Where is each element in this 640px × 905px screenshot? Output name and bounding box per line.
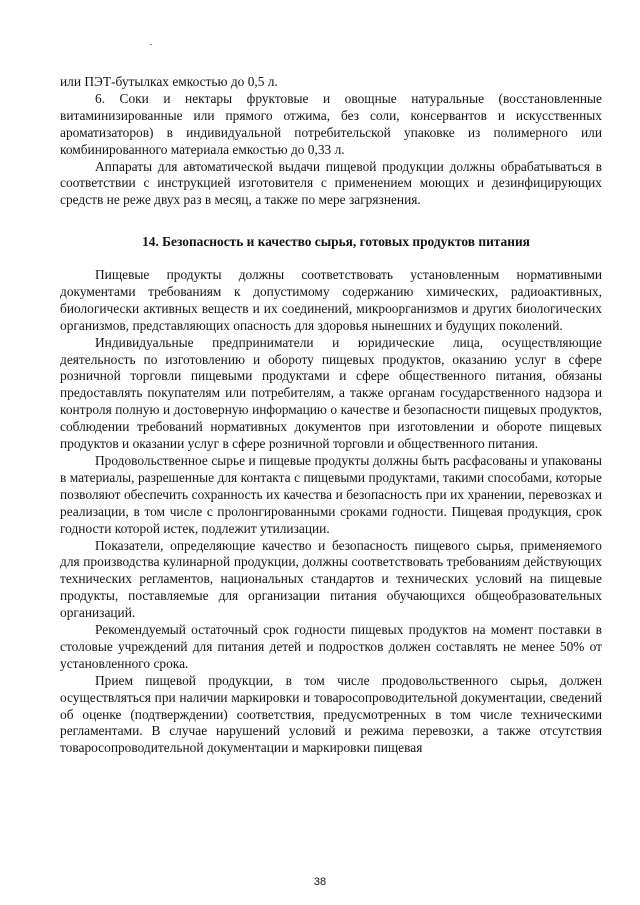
paragraph-quality-indicators: Показатели, определяющие качество и безопасность пищевого сырья, применяемого для производства кулинарной продукции, должны соответствовать требованиям действующих технических регламентов, национальных стандартов и технических условий на пищевые продукты, поставляемые для организации питания обучающихся общеобразовательных организаций. xyxy=(60,537,602,621)
section-text-block xyxy=(60,267,602,757)
paragraph-juices: 6. Соки и нектары фруктовые и овощные натуральные (восстановленные витаминизированные или прямого отжима, без соли, консервантов и искусственных ароматизаторов) в индивидуальной потребительской упаковке из полимерного или комбинированного материала емкостью до 0,33 л. xyxy=(60,90,602,157)
scan-speck xyxy=(150,44,152,45)
paragraph-food-requirements: Пищевые продукты должны соответствовать установленным нормативными документами требованиям к допустимому содержанию химических, радиоактивных, биологически активных веществ и их соединений, микроорганизмов и других биологических организмов, представляющих опасность для здоровья нынешних и будущих поколений. xyxy=(60,267,602,333)
section-heading: 14. Безопасность и качество сырья, готовых продуктов питания xyxy=(142,234,530,249)
paragraph-acceptance: Прием пищевой продукции, в том числе продовольственного сырья, должен осуществляться при наличии маркировки и товаросопроводительной документации, сведений об оценке (подтверждении) соответствия, предусмотренных в том числе техническими регламентами. В случае нарушений условий и режима перевозки, а также отсутствия товаросопроводительной документации и маркировки пищевая xyxy=(60,672,602,756)
paragraph-packaging: Продовольственное сырье и пищевые продукты должны быть расфасованы и упакованы в материалы, разрешенные для контакта с пищевыми продуктами, такими способами, которые позволяют обеспечить сохранность их качества и безопасность при их хранении, перевозках и реализации, в том числе с пролонгированными сроками годности. Пищевая продукция, срок годности которой истек, подлежит утилизации. xyxy=(60,452,602,536)
paragraph-entrepreneurs: Индивидуальные предприниматели и юридические лица, осуществляющие деятельность по изготовлению и обороту пищевых продуктов, оказанию услуг в сфере розничной торговли пищевыми продуктами и сфере общественного питания, обязаны предоставлять покупателям или потребителям, а также органам государственного надзора и контроля полную и достоверную информацию о качестве и безопасности пищевых продуктов, соблюдении требований нормативных документов при изготовлении и обороте пищевых продуктов и оказании услуг в сфере розничной торговли и общественного питания. xyxy=(60,334,602,452)
paragraph-continuation: или ПЭТ-бутылках емкостью до 0,5 л. xyxy=(60,74,278,89)
paragraph-vending-machines: Аппараты для автоматической выдачи пищевой продукции должны обрабатываться в соответствии с инструкцией изготовителя с применением моющих и дезинфицирующих средств не реже двух раз в месяц, а также по мере загрязнения. xyxy=(60,158,602,208)
page-number: 38 xyxy=(313,876,327,888)
paragraph-shelf-life: Рекомендуемый остаточный срок годности пищевых продуктов на момент поставки в столовые учреждений для питания детей и подростков должен составлять не менее 50% от установленного срока. xyxy=(60,622,602,671)
top-text-block xyxy=(60,74,602,209)
